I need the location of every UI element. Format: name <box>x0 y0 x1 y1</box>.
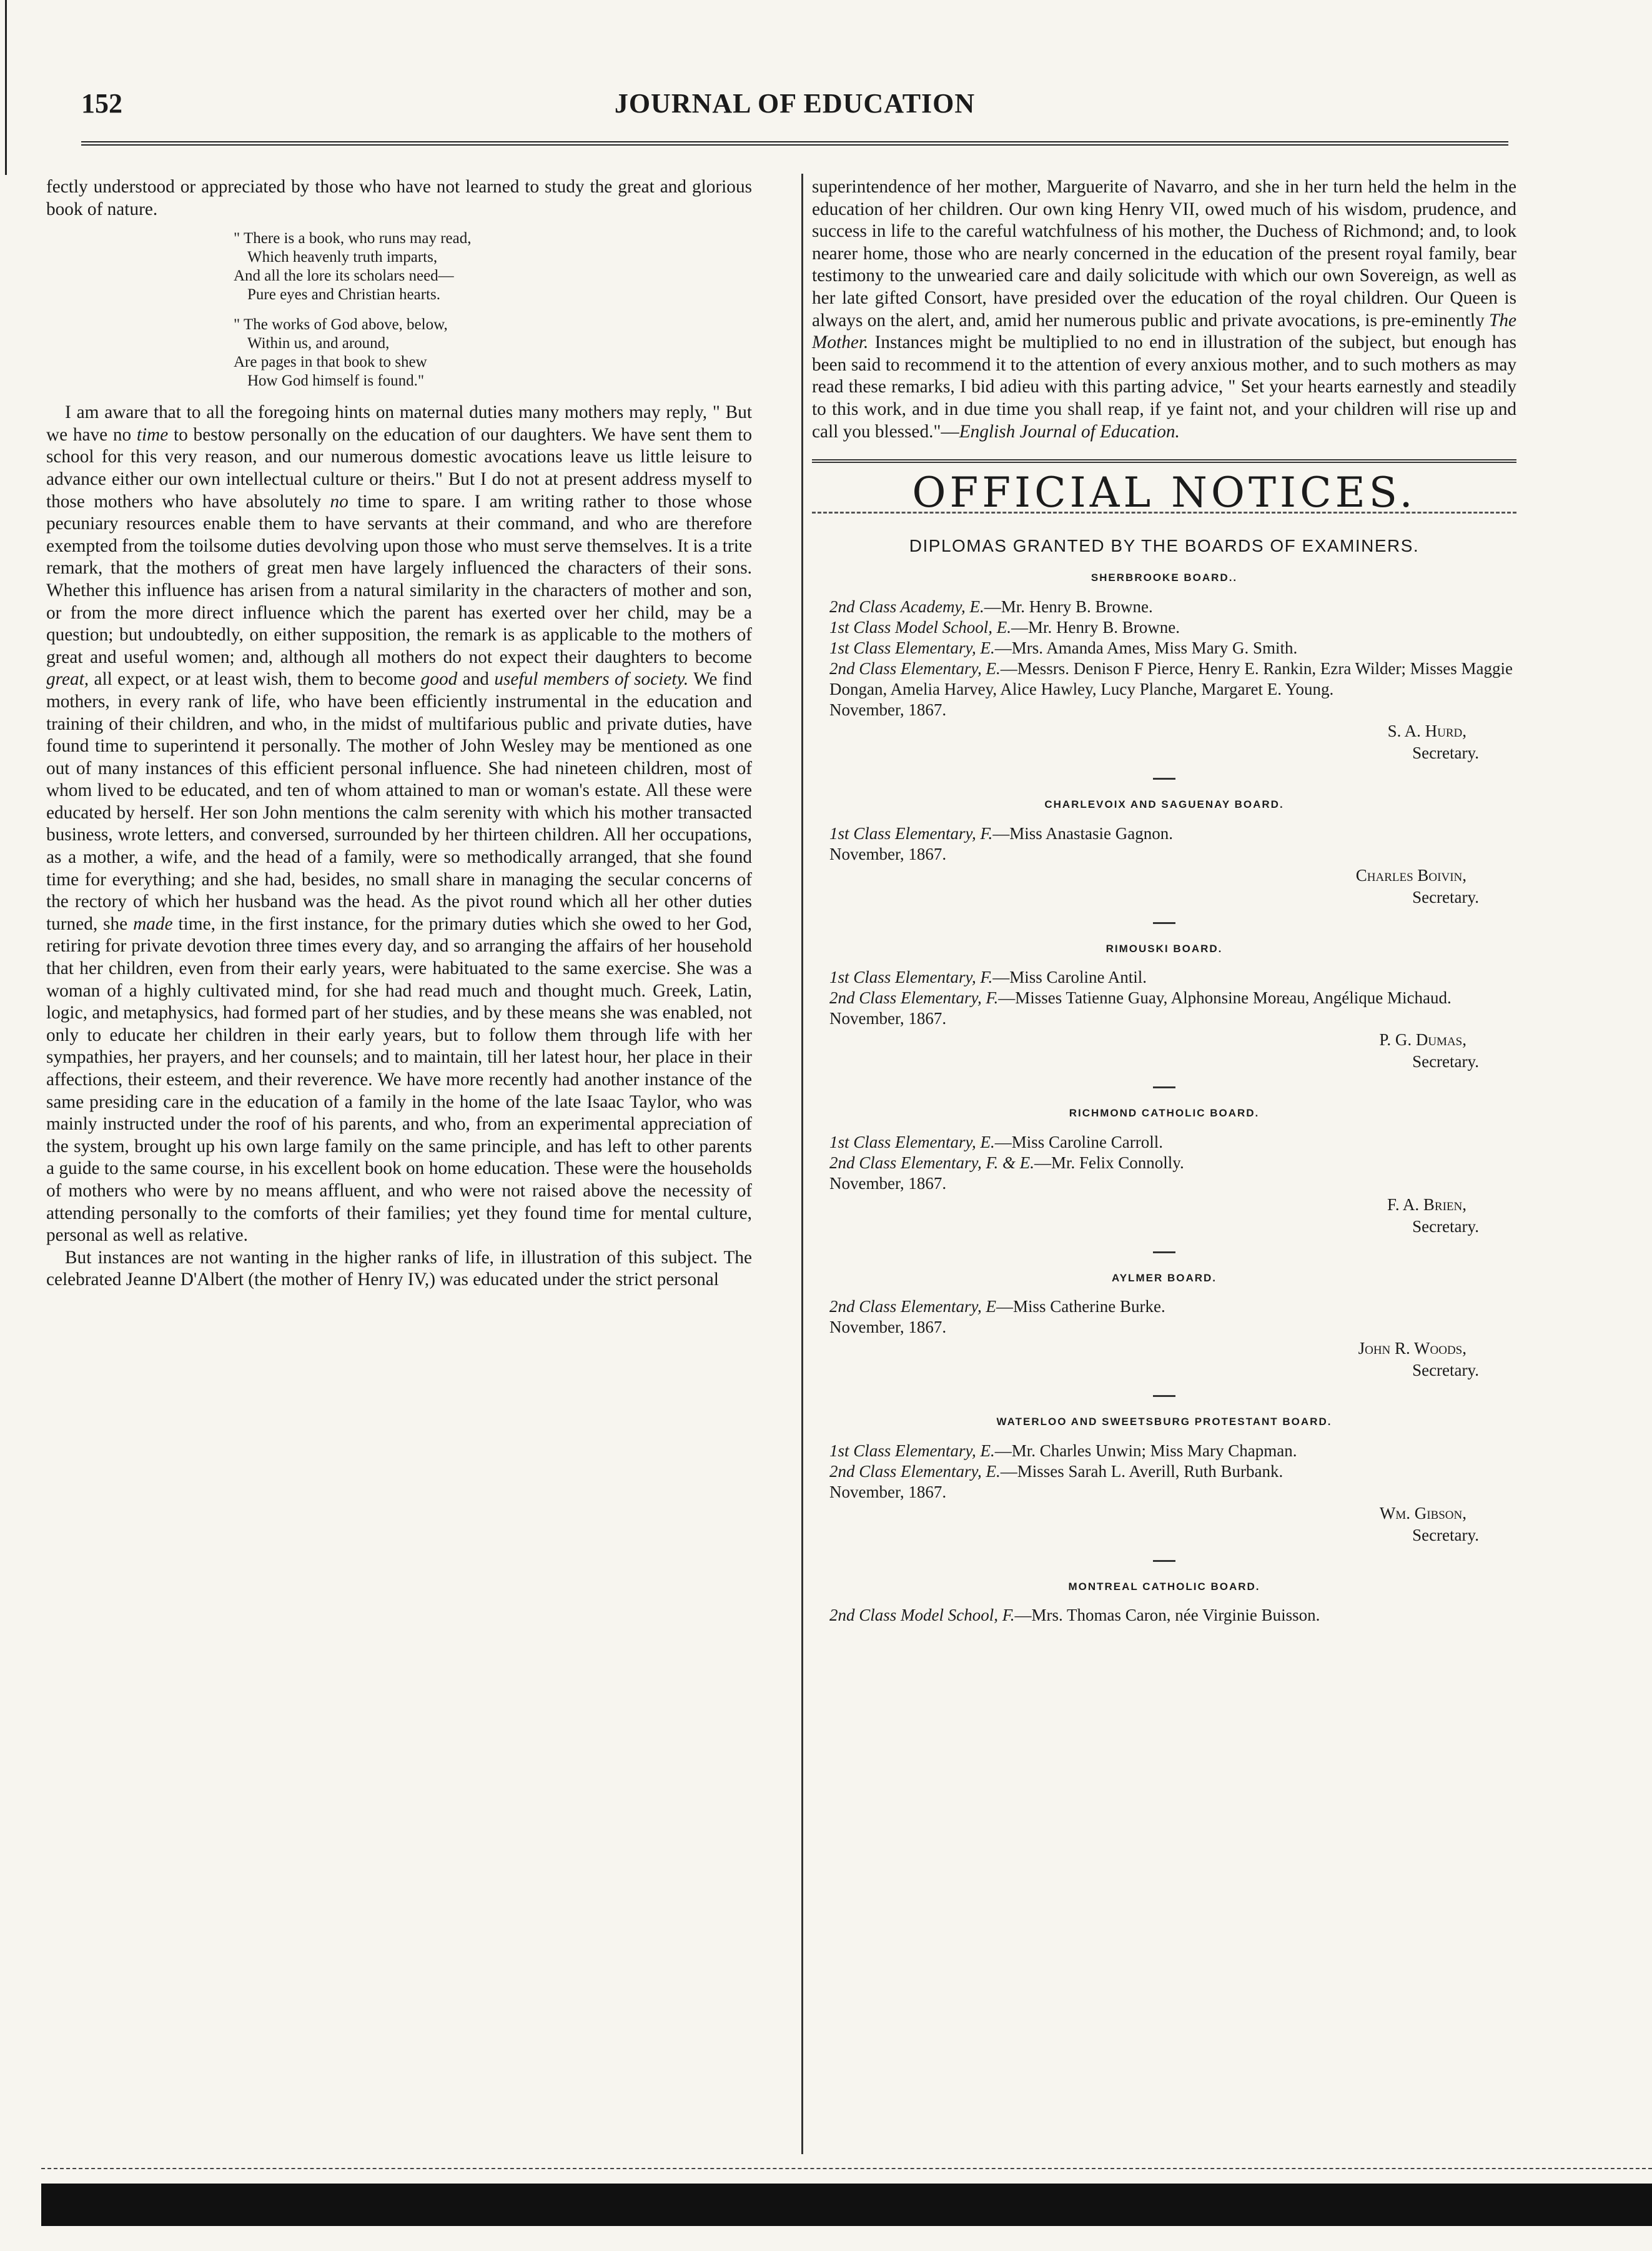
diploma-class: 2nd Class Model School, F. <box>829 1606 1015 1625</box>
signature <box>812 1029 1516 1073</box>
poem-line: " The works of God above, below, <box>234 316 448 334</box>
signer-name: S. A. Hurd, <box>1387 721 1467 740</box>
text-run: time to spare. I am writing rather to those whose pecuniary resources enable them to have servants at their command, and who are therefore exempted from the toilsome duties devolving upon those who must serve themselves. It is a trite remark, that the mothers of great men have largely influenced the characters of their sons. Whether this influence has arisen from a natural similarity in the characters of mother and son, or from the more direct influence which the parent has exerted over her child, may be a question; but undoubtedly, on either supposition, the remark is as applicable to the mothers of great and useful women; and, although all mothers do not expect their daughters to become <box>46 491 752 667</box>
board-notice <box>812 1267 1516 1398</box>
recipients: —Mrs. Amanda Ames, Miss Mary G. Smith. <box>994 638 1298 657</box>
poem-line: Are pages in that book to shew <box>234 354 427 371</box>
paragraph-continued: fectly understood or appreciated by those who have not learned to study the great and glorious book of nature. <box>46 177 752 219</box>
signer-title: Secretary. <box>1412 1052 1479 1071</box>
recipients: —Mr. Charles Unwin; Miss Mary Chapman. <box>994 1441 1297 1460</box>
recipients: —Miss Catherine Burke. <box>996 1297 1165 1316</box>
recipients: —Misses Sarah L. Averill, Ruth Burbank. <box>1000 1461 1284 1481</box>
recipients: —Mr. Felix Connolly. <box>1034 1153 1184 1172</box>
diploma-class: 2nd Class Elementary, E. <box>829 1461 1001 1481</box>
recipients: —Miss Anastasie Gagnon. <box>992 823 1173 843</box>
recipients: —Mr. Henry B. Browne. <box>984 597 1153 616</box>
diploma-class: 1st Class Elementary, E. <box>829 1132 995 1151</box>
diploma-entry <box>829 597 1516 617</box>
diploma-entry <box>829 1132 1516 1153</box>
diploma-class: 1st Class Elementary, F. <box>829 823 993 843</box>
emphasis: The Mother. <box>812 310 1516 353</box>
diploma-class: 1st Class Elementary, E. <box>829 1441 995 1460</box>
text-run: to bestow personally on the education of our daughters. We have sent them to school for this very reason, and our numerous domestic avocations leave us little leisure to advance either our own intellectual culture or theirs." But I do not at present address myself to those mothers who have absolutely <box>46 424 753 512</box>
board-name: CHARLEVOIX AND SAGUENAY BOARD. <box>1044 798 1284 810</box>
board-name: RICHMOND CATHOLIC BOARD. <box>1069 1107 1260 1120</box>
board-name: MONTREAL CATHOLIC BOARD. <box>1068 1580 1260 1593</box>
board-notice <box>812 567 1516 780</box>
section-rule <box>812 459 1516 463</box>
signer-title: Secretary. <box>1412 887 1479 907</box>
diploma-entry <box>829 967 1516 988</box>
emphasis: great, <box>46 669 89 690</box>
poem-stanza <box>234 229 752 304</box>
signer-name: Wm. Gibson, <box>1379 1503 1467 1523</box>
board-notice <box>812 1411 1516 1562</box>
diploma-entry <box>829 1461 1516 1482</box>
recipients: —Miss Caroline Antil. <box>992 968 1147 987</box>
text-run: Instances might be multiplied to no end in illustration of the subject, but enough has been said to recommend it to the attention of every anxious mother, and to such mothers as may read these remarks, I bid adieu with this parting advice, " Set your hearts earnestly and steadily to this work, and in due time you shall reap, if ye faint not, and your children will rise up and call you blessed."— <box>812 332 1516 442</box>
right-column <box>812 176 1516 1626</box>
emphasis: time <box>136 424 169 445</box>
signature <box>812 1194 1516 1238</box>
diploma-entry <box>829 823 1516 844</box>
diploma-entry <box>829 988 1516 1008</box>
signature <box>812 1503 1516 1546</box>
separator <box>1153 1251 1175 1253</box>
text-run: superintendence of her mother, Marguerite of Navarro, and she in her turn held the helm in the education of her children. Our own king Henry VII, owed much of his wisdom, prudence, and success in life to the careful watchfulness of his mother, the Duchess of Richmond; and, to look nearer home, those who are nearly concerned in the education of the present royal family, bear testimony to the unwearied care and daily solicitude with which our own Sovereign, as well as her late gifted Consort, have presided over the education of the royal children. Our Queen is always on the alert, and, amid her numerous public and private avocations, is pre-eminently <box>812 177 1516 330</box>
recipients: —Mr. Henry B. Browne. <box>1011 617 1180 637</box>
header-rule <box>81 141 1508 146</box>
scan-edge-bar <box>41 2184 1652 2226</box>
poem-line: Pure eyes and Christian hearts. <box>247 286 440 304</box>
separator <box>1153 1395 1175 1397</box>
page-edge-mark <box>5 0 7 175</box>
left-column <box>46 176 752 1291</box>
poem-line: Within us, and around, <box>247 335 390 352</box>
paragraph-continued-right <box>812 176 1516 443</box>
poem-stanza <box>234 316 752 390</box>
column-divider <box>801 174 803 2154</box>
signer-name: John R. Woods, <box>1358 1339 1467 1358</box>
board-name: RIMOUSKI BOARD. <box>1105 942 1223 955</box>
diploma-entry <box>829 658 1516 700</box>
paragraph-maternal-duties <box>46 402 752 1247</box>
emphasis: good <box>420 669 458 690</box>
diploma-class: 1st Class Model School, E. <box>829 617 1011 637</box>
notice-date: November, 1867. <box>829 700 947 719</box>
signer-name: P. G. Dumas, <box>1379 1030 1467 1050</box>
notice-date: November, 1867. <box>829 1173 947 1193</box>
board-notice <box>812 793 1516 924</box>
notice-date: November, 1867. <box>829 1318 947 1337</box>
page-number: 152 <box>81 88 122 119</box>
poem-line: How God himself is found." <box>247 372 425 390</box>
diploma-entry <box>829 638 1516 658</box>
diploma-entry <box>829 1441 1516 1461</box>
signer-name: F. A. Brien, <box>1387 1195 1467 1214</box>
signature <box>812 1338 1516 1381</box>
signer-title: Secretary. <box>1412 743 1479 762</box>
diploma-class: 2nd Class Elementary, E. <box>829 658 1001 678</box>
emphasis: useful members of society. <box>494 669 689 690</box>
board-notice <box>812 1576 1516 1626</box>
board-name: AYLMER BOARD. <box>1112 1271 1217 1284</box>
diploma-class: 2nd Class Elementary, F. <box>829 988 999 1008</box>
signature <box>812 720 1516 764</box>
poem-line: " There is a book, who runs may read, <box>234 230 472 247</box>
recipients: —Messrs. Denison F Pierce, Henry E. Rankin, Ezra Wilder; Misses Maggie Dongan, Amelia Harvey, Alice Hawley, Lucy Planche, Margaret E. Young. <box>829 658 1513 698</box>
emphasis: made <box>133 913 173 934</box>
text-run: I am aware that to all the foregoing hints on maternal duties many mothers may reply, " But we have no <box>46 402 752 445</box>
notice-date: November, 1867. <box>829 1482 947 1501</box>
diploma-class: 1st Class Elementary, F. <box>829 968 993 987</box>
poem-line: And all the lore its scholars need— <box>234 267 454 285</box>
board-notice <box>812 938 1516 1089</box>
diploma-entry <box>829 1153 1516 1173</box>
footer-rule <box>41 2168 1652 2169</box>
diploma-class: 2nd Class Elementary, E <box>829 1297 996 1316</box>
emphasis: no <box>330 491 349 512</box>
signer-name: Charles Boivin, <box>1355 865 1467 885</box>
separator <box>1153 922 1175 924</box>
signer-title: Secretary. <box>1412 1525 1479 1544</box>
notice-date: November, 1867. <box>829 1009 947 1028</box>
text-run: time, in the first instance, for the primary duties which she owed to her God, retiring for private devotion three times every day, and so arranging the affairs of her household that her children, even from their early years, were habituated to the same exercise. She was a woman of a highly cultivated mind, for she had read much and thought much. Greek, Latin, logic, and metaphysics, had formed part of her studies, and by these means she was enabled, not only to educate her children in their early years, but to follow them through life with her sympathies, her prayers, and her counsels; and to maintain, till her latest hour, her place in their affections, their esteem, and their reverence. We have more recently had another instance of the same presiding care in the education of a family in the home of the late Isaac Taylor, who was mainly instructed under the roof of his parents, and who, from an experimental appreciation of the system, brought up his own large family on the same principle, and has left to other parents a guide to the same course, in his excellent book on home education. These were the households of mothers who were by no means affluent, and who were not raised above the necessity of attending personally to the comforts of their families; yet they found time for mental culture, personal as well as relative. <box>46 913 752 1246</box>
signer-title: Secretary. <box>1412 1216 1479 1236</box>
signature <box>812 865 1516 908</box>
official-notices-title: OFFICIAL NOTICES. <box>912 469 1417 517</box>
board-notice <box>812 1102 1516 1253</box>
diploma-class: 2nd Class Elementary, F. & E. <box>829 1153 1034 1172</box>
diploma-class: 2nd Class Academy, E. <box>829 597 984 616</box>
recipients: —Misses Tatienne Guay, Alphonsine Moreau, Angélique Michaud. <box>998 988 1452 1008</box>
diploma-entry <box>829 617 1516 638</box>
board-name: SHERBROOKE BOARD.. <box>1091 572 1238 584</box>
running-header <box>81 87 1508 131</box>
diploma-class: 1st Class Elementary, E. <box>829 638 995 657</box>
separator <box>1153 778 1175 780</box>
poem-line: Which heavenly truth imparts, <box>247 249 438 266</box>
separator <box>1153 1560 1175 1562</box>
diploma-entry <box>829 1605 1516 1626</box>
journal-title: JOURNAL OF EDUCATION <box>614 88 976 119</box>
source-citation: English Journal of Education. <box>959 421 1180 442</box>
text-run: We find mothers, in every rank of life, who have been efficiently instrumental in the education and training of their children, and who, in the midst of multifarious public and private duties, have found time to superintend it personally. The mother of John Wesley may be mentioned as one out of many instances of this efficient personal influence. She had nineteen children, most of whom lived to be educated, and ten of whom attained to man or woman's estate. All these were educated by herself. Her son John mentions the calm serenity with which his mother transacted business, wrote letters, and conversed, surrounded by her thirteen children. All her occupations, as a mother, a wife, and the head of a family, were so methodically arranged, that she found time for everything; and she had, besides, no small share in managing the secular concerns of the rectory of which her husband was the head. As the pivot round which all her other duties turned, she <box>46 669 753 934</box>
paragraph-higher-ranks: But instances are not wanting in the higher ranks of life, in illustration of this subject. The celebrated Jeanne D'Albert (the mother of Henry IV,) was educated under the strict personal <box>46 1247 752 1290</box>
poem <box>234 229 752 390</box>
separator <box>1153 1086 1175 1088</box>
text-run: all expect, or at least wish, them to become <box>89 669 421 690</box>
diplomas-heading: DIPLOMAS GRANTED BY THE BOARDS OF EXAMINERS. <box>909 535 1420 555</box>
recipients: —Mrs. Thomas Caron, née Virginie Buisson. <box>1014 1606 1320 1625</box>
recipients: —Miss Caroline Carroll. <box>994 1132 1163 1151</box>
notice-date: November, 1867. <box>829 844 947 863</box>
diploma-entry <box>829 1296 1516 1317</box>
signer-title: Secretary. <box>1412 1361 1479 1380</box>
board-name: WATERLOO AND SWEETSBURG PROTESTANT BOARD. <box>996 1416 1332 1428</box>
text-run: and <box>457 669 495 690</box>
